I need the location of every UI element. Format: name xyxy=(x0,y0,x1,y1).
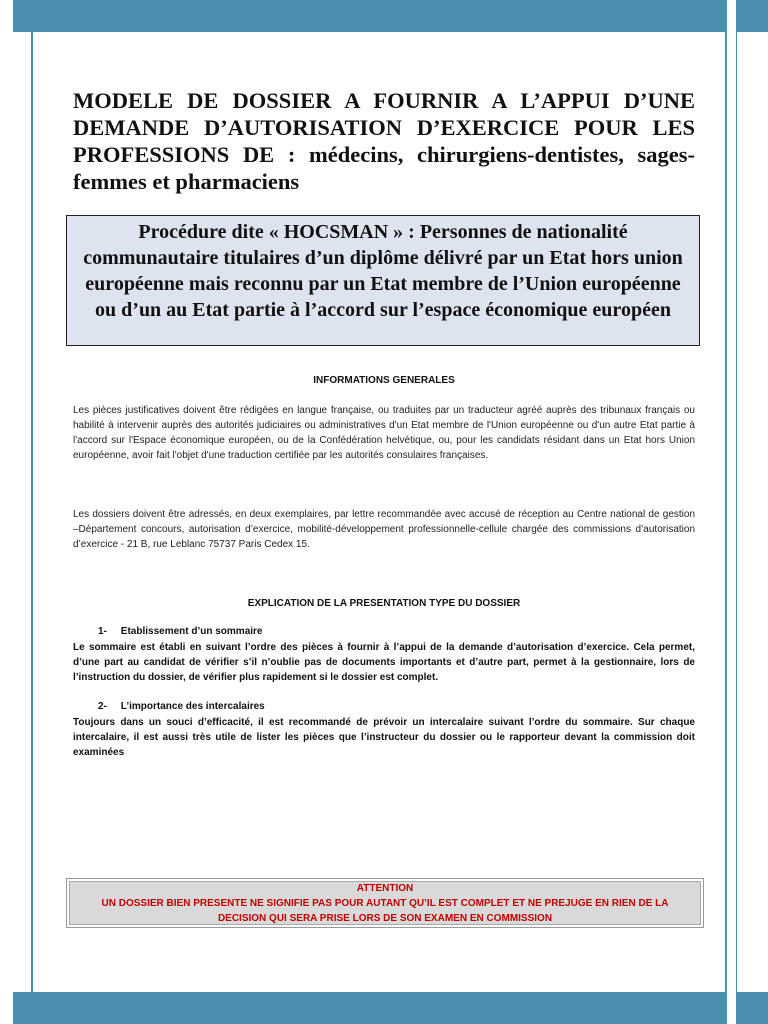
attention-title: ATTENTION xyxy=(356,883,414,894)
left-border-line xyxy=(31,0,33,1024)
top-border-band-corner xyxy=(737,0,768,32)
bottom-border-band-corner xyxy=(737,992,768,1024)
procedure-text: Procédure dite « HOCSMAN » : Personnes de nationalité communautaire titulaires d’un diplôme délivré par un Etat hors union européenne mais reconnu par un Etat membre de l’Union européenne ou d’un au Etat partie à l’accord sur l’espace économique européen xyxy=(83,221,683,321)
bottom-border-band xyxy=(13,992,727,1024)
right-border-line xyxy=(725,0,727,1024)
item-2-heading xyxy=(98,701,265,712)
item-1-body: Le sommaire est établi en suivant l’ordre des pièces à fournir à l’appui de la demande d’autorisation d’exercice. Cela permet, d’une part au candidat de vérifier s’il n’oublie pas de documents importants et d’autre part, permet à la gestionnaire, lors de l’instruction du dossier, de vérifier plus rapidement si le dossier est complet. xyxy=(73,642,695,683)
attention-text: UN DOSSIER BIEN PRESENTE NE SIGNIFIE PAS POUR AUTANT QU’IL EST COMPLET ET NE PREJUGE EN RIEN DE LA DECISION QUI SERA PRISE LORS DE SON EXAMEN EN COMMISSION xyxy=(101,898,669,924)
item-2-number: 2- xyxy=(98,701,107,712)
informations-heading: INFORMATIONS GENERALES xyxy=(313,375,455,386)
document-title: MODELE DE DOSSIER A FOURNIR A L’APPUI D’UNE DEMANDE D’AUTORISATION D’EXERCICE POUR LES PROFESSIONS DE : médecins, chirurgiens-dentistes, sages-femmes et pharmaciens xyxy=(73,88,695,194)
right-outer-border-line xyxy=(736,0,737,1024)
informations-paragraph-1: Les pièces justificatives doivent être rédigées en langue française, ou traduites par un traducteur agréé auprès des tribunaux français ou habilité à intervenir auprès des autorités judiciaires ou administratives d'un Etat membre de l'Union européenne ou d'un autre Etat partie à l'accord sur l'Espace économique européen, ou de la Confédération helvétique, ou, pour les candidats résidant dans un Etat hors Union européenne, avoir fait l'objet d'une traduction certifiée par les autorités consulaires françaises. xyxy=(73,405,695,461)
item-1-number: 1- xyxy=(98,626,107,637)
explication-heading: EXPLICATION DE LA PRESENTATION TYPE DU DOSSIER xyxy=(247,598,521,609)
informations-paragraph-2: Les dossiers doivent être adressés, en deux exemplaires, par lettre recommandée avec accusé de réception au Centre national de gestion –Département concours, autorisation d’exercice, mobilité-développement professionnelle-cellule chargée des commissions d’autorisation d’exercice - 21 B, rue Leblanc 75737 Paris Cedex 15. xyxy=(73,509,695,550)
item-2-body: Toujours dans un souci d’efficacité, il est recommandé de prévoir un intercalaire suivant l’ordre du sommaire. Sur chaque intercalaire, il est aussi très utile de lister les pièces que l’instructeur du dossier ou le rapporteur devant la commission doit examinées xyxy=(73,717,695,758)
item-1-heading xyxy=(98,626,263,637)
top-border-band xyxy=(13,0,727,32)
attention-box xyxy=(66,878,704,928)
procedure-box xyxy=(66,215,700,346)
item-1-title: Etablissement d’un sommaire xyxy=(120,626,263,637)
item-2-title: L’importance des intercalaires xyxy=(120,701,265,712)
